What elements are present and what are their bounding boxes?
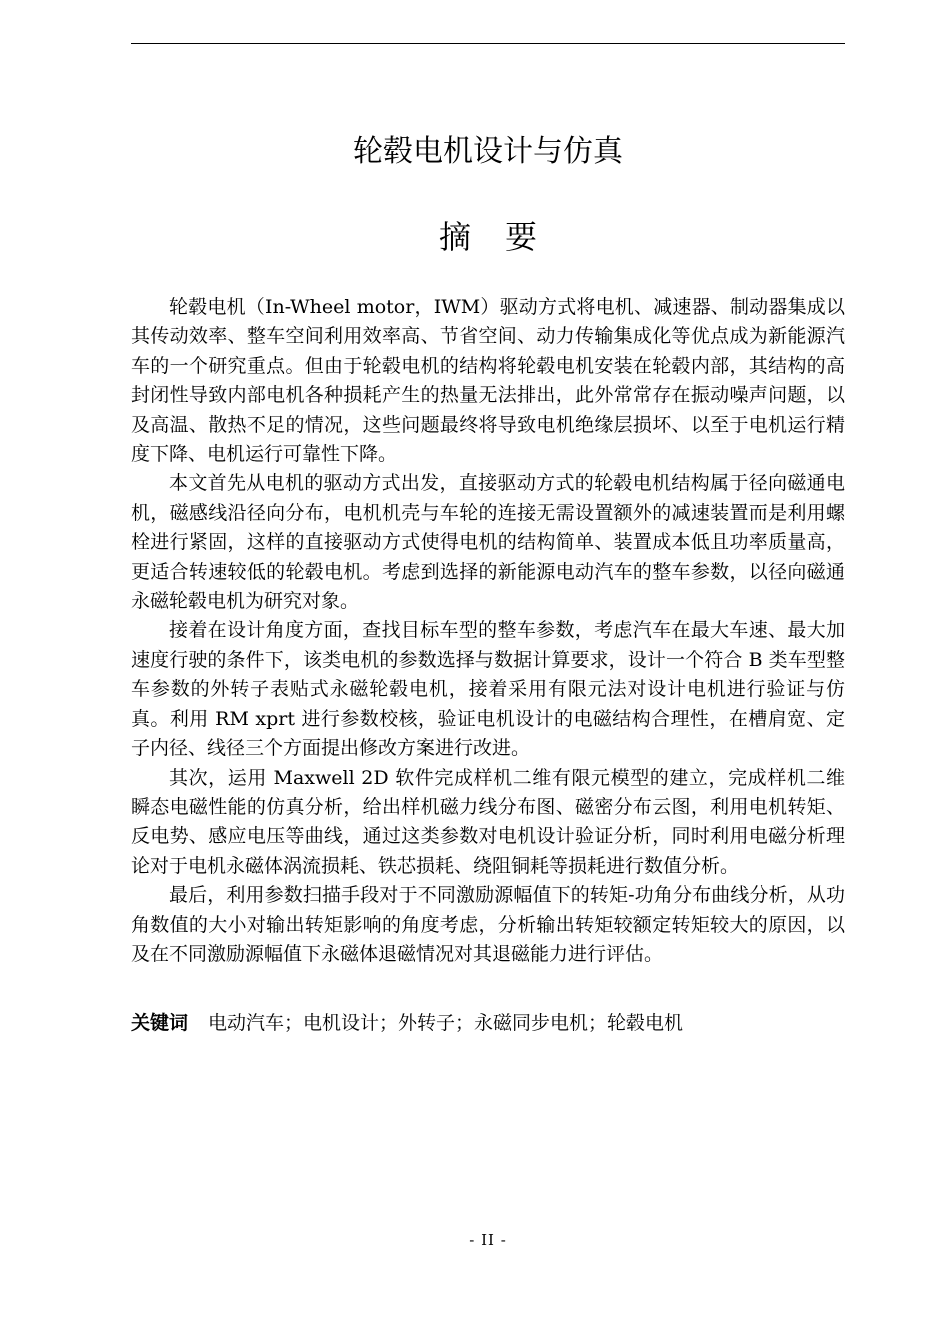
page-number: - II -: [469, 1231, 507, 1249]
abstract-paragraph-1: 轮毂电机（In-Wheel motor，IWM）驱动方式将电机、减速器、制动器集成以其传动效率、整车空间利用效率高、节省空间、动力传输集成化等优点成为新能源汽车的一个研究重点。但由于轮毂电机的结构将轮毂电机安装在轮毂内部，其结构的高封闭性导致内部电机各种损耗产生的热量无法排出，此外常常存在振动噪声问题，以及高温、散热不足的情况，这些问题最终将导致电机绝缘层损坏、以至于电机运行精度下降、电机运行可靠性下降。: [131, 296, 845, 466]
abstract-paragraph-2: 本文首先从电机的驱动方式出发，直接驱动方式的轮毂电机结构属于径向磁通电机，磁感线沿径向分布，电机机壳与车轮的连接无需设置额外的减速装置而是利用螺栓进行紧固，这样的直接驱动方式使得电机的结构简单、装置成本低且功率质量高，更适合转速较低的轮毂电机。考虑到选择的新能源电动汽车的整车参数，以径向磁通永磁轮毂电机为研究对象。: [131, 472, 845, 613]
abstract-paragraph-5: 最后，利用参数扫描手段对于不同激励源幅值下的转矩-功角分布曲线分析，从功角数值的大小对输出转矩影响的角度考虑，分析输出转矩较额定转矩较大的原因，以及在不同激励源幅值下永磁体退磁情况对其退磁能力进行评估。: [131, 884, 845, 965]
abstract-paragraph-3: 接着在设计角度方面，查找目标车型的整车参数，考虑汽车在最大车速、最大加速度行驶的条件下，该类电机的参数选择与数据计算要求，设计一个符合 B 类车型整车参数的外转子表贴式永磁轮毂电机，接着采用有限元法对设计电机进行验证与仿真。利用 RM xprt 进行参数校核，验证电机设计的电磁结构合理性，在槽肩宽、定子内径、线径三个方面提出修改方案进行改进。: [131, 619, 845, 760]
keywords-text: 电动汽车；电机设计；外转子；永磁同步电机；轮毂电机: [208, 1012, 684, 1034]
header-rule: [131, 43, 845, 44]
abstract-heading: 摘要: [438, 218, 571, 256]
abstract-body: [131, 293, 845, 969]
keywords-line: [131, 1008, 845, 1038]
keywords-label: 关键词: [131, 1012, 189, 1034]
document-title: 轮毂电机设计与仿真: [353, 134, 623, 169]
abstract-paragraph-4: 其次，运用 Maxwell 2D 软件完成样机二维有限元模型的建立，完成样机二维瞬态电磁性能的仿真分析，给出样机磁力线分布图、磁密分布云图，利用电机转矩、反电势、感应电压等曲线，通过这类参数对电机设计验证分析，同时利用电磁分析理论对于电机永磁体涡流损耗、铁芯损耗、绕阻铜耗等损耗进行数值分析。: [131, 766, 845, 877]
